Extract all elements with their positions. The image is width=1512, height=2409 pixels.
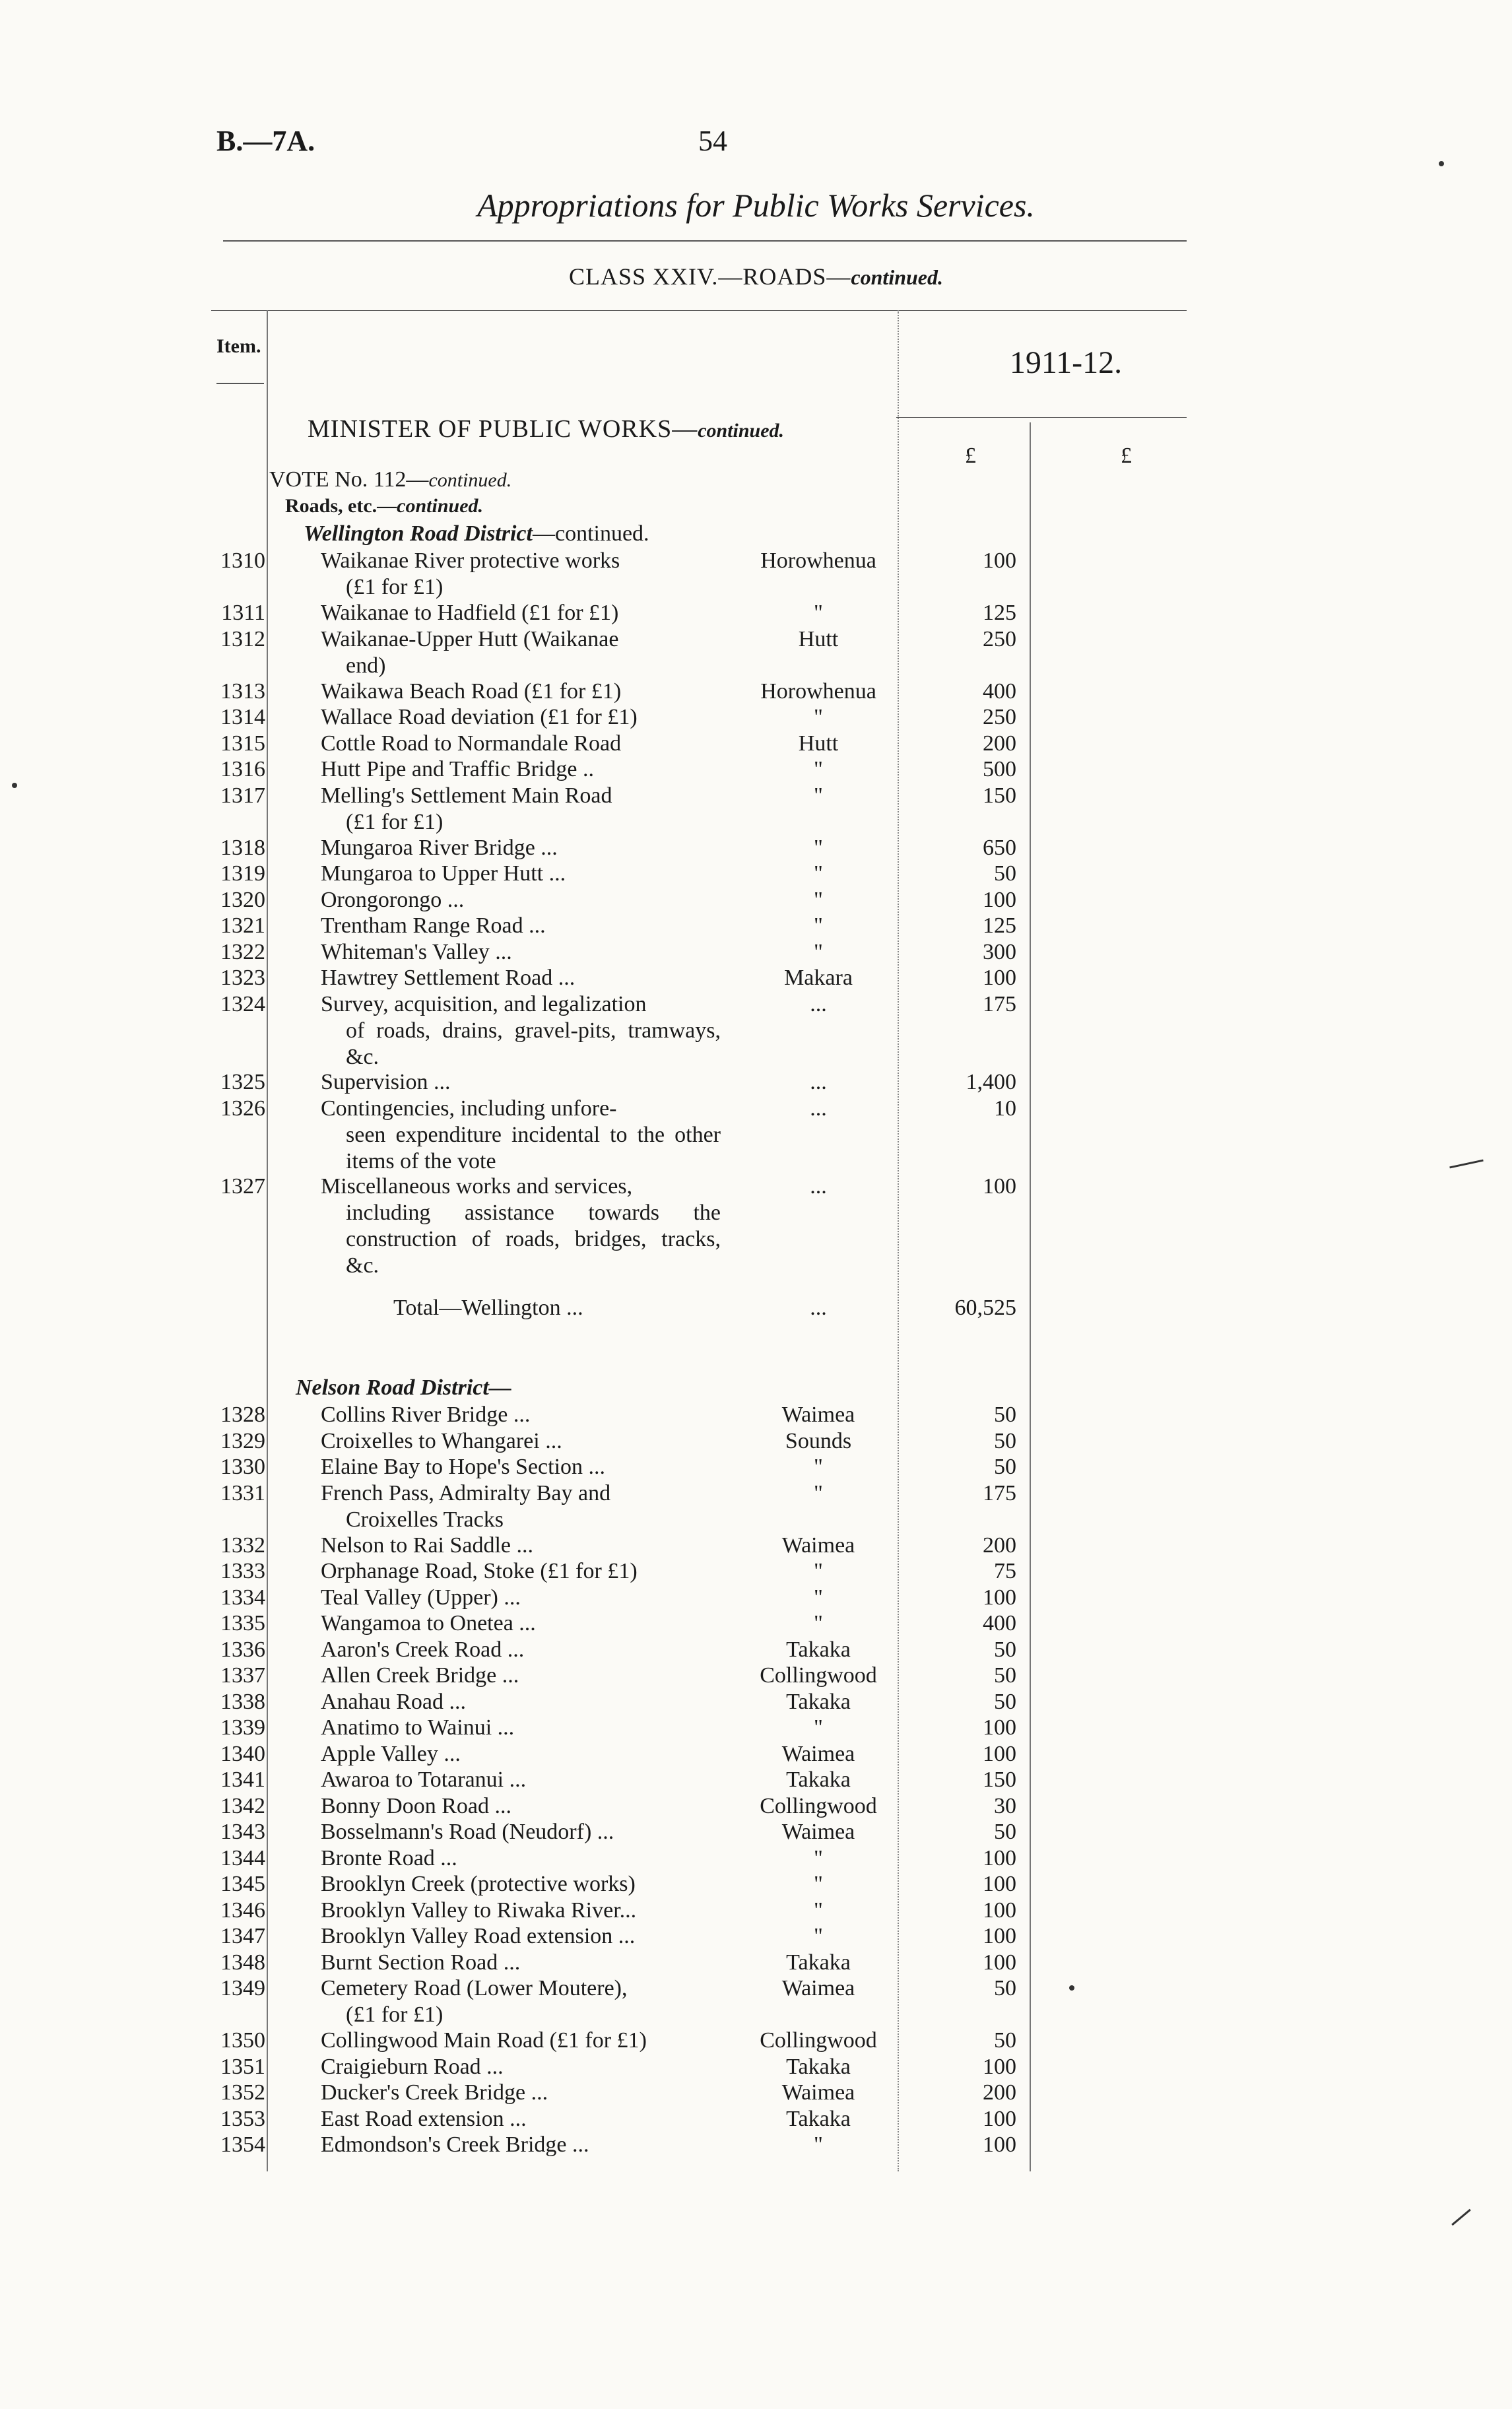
item-description (321, 991, 721, 1071)
item-description-continuation: Croixelles Tracks (346, 1507, 504, 1532)
item-amount: 400 (983, 1611, 1016, 1635)
item-description-line: Melling's Settlement Main Road (321, 783, 612, 808)
item-amount: 650 (983, 835, 1016, 860)
item-amount: 50 (994, 1820, 1016, 1844)
item-location: " (814, 1611, 823, 1635)
item-number: 1352 (220, 2080, 265, 2105)
item-number: 1310 (220, 548, 265, 573)
item-amount: 100 (983, 1950, 1016, 1975)
item-amount: 125 (983, 913, 1016, 938)
item-description-line: Mungaroa River Bridge ... (321, 835, 558, 860)
item-description (321, 731, 721, 757)
item-description-continuation: of roads, drains, gravel-pits, tramways, &c. (346, 1018, 721, 1069)
item-amount: 50 (994, 1637, 1016, 1662)
item-amount: 100 (983, 548, 1016, 573)
item-amount: 100 (983, 1741, 1016, 1766)
item-description-line: East Road extension ... (321, 2106, 527, 2131)
item-description (321, 1689, 721, 1715)
item-description-line: Orphanage Road, Stoke (£1 for £1) (321, 1559, 638, 1583)
vote-heading (269, 467, 511, 492)
item-description-continuation: (£1 for £1) (346, 575, 444, 599)
item-description (321, 1767, 721, 1793)
item-description (321, 861, 721, 887)
item-description (321, 965, 721, 991)
item-number: 1330 (220, 1455, 265, 1479)
item-description (321, 2132, 721, 2158)
item-description (321, 2054, 721, 2080)
nelson-district-name: Nelson Road District— (296, 1375, 511, 1400)
item-number: 1348 (220, 1950, 265, 1975)
item-number: 1349 (220, 1976, 265, 2000)
item-description-line: Aaron's Creek Road ... (321, 1637, 525, 1662)
item-location: " (814, 1455, 823, 1479)
item-location: Takaka (786, 1767, 851, 1792)
item-description-line: Waikawa Beach Road (£1 for £1) (321, 678, 622, 704)
item-description-line: Apple Valley ... (321, 1741, 461, 1766)
item-number: 1322 (220, 939, 265, 964)
item-number: 1332 (220, 1533, 265, 1558)
column-rule-location (898, 310, 899, 2171)
item-description (321, 1173, 721, 1279)
item-description-line: Anahau Road ... (321, 1689, 467, 1714)
item-description-continuation: including assistance towards the construction of roads, bridges, tracks, &c. (346, 1201, 721, 1278)
item-description (321, 1428, 721, 1455)
margin-mark (1451, 2209, 1471, 2226)
item-description-line: Allen Creek Bridge ... (321, 1663, 519, 1688)
item-location: Waimea (781, 2080, 855, 2105)
item-number: 1346 (220, 1898, 265, 1923)
item-description-continuation: (£1 for £1) (346, 2002, 444, 2027)
class-heading-main: CLASS XXIV.—ROADS— (569, 263, 851, 290)
item-amount: 125 (983, 601, 1016, 625)
item-amount: 50 (994, 1689, 1016, 1714)
item-amount: 250 (983, 705, 1016, 729)
item-number: 1354 (220, 2132, 265, 2157)
item-description (321, 783, 721, 836)
item-amount: 50 (994, 2028, 1016, 2053)
wellington-district-suffix: —continued. (532, 521, 649, 546)
wellington-total-amount: 60,525 (954, 1296, 1016, 1320)
minister-heading (308, 414, 784, 444)
item-description-line: Edmondson's Creek Bridge ... (321, 2132, 589, 2157)
item-description (321, 1069, 721, 1096)
item-description-line: Miscellaneous works and services, (321, 1174, 633, 1199)
item-amount: 150 (983, 783, 1016, 808)
item-number: 1317 (220, 783, 265, 808)
item-description (321, 913, 721, 939)
item-description (321, 704, 721, 731)
item-amount: 10 (994, 1096, 1016, 1121)
item-location: " (814, 1559, 823, 1583)
item-location: Waimea (781, 1976, 855, 2000)
item-location: Waimea (781, 1820, 855, 1844)
item-amount: 50 (994, 1663, 1016, 1688)
item-description (321, 1533, 721, 1559)
item-number: 1350 (220, 2028, 265, 2053)
item-description-line: Bonny Doon Road ... (321, 1793, 511, 1818)
item-location: Hutt (798, 626, 839, 651)
item-number: 1315 (220, 731, 265, 756)
item-description (321, 600, 721, 626)
item-column-header: Item. (216, 335, 261, 357)
column-rule-item (267, 310, 268, 2171)
item-location: Waimea (781, 1533, 855, 1558)
item-description-line: Waikanae-Upper Hutt (Waikanae (321, 626, 619, 651)
item-description-line: Brooklyn Creek (protective works) (321, 1872, 636, 1896)
item-header-underline (216, 383, 264, 384)
item-description-line: Cottle Road to Normandale Road (321, 731, 622, 756)
item-amount: 100 (983, 1924, 1016, 1948)
item-number: 1311 (221, 601, 265, 625)
item-description-continuation: end) (346, 653, 386, 678)
item-number: 1345 (220, 1872, 265, 1896)
item-amount: 50 (994, 1455, 1016, 1479)
item-description-line: Nelson to Rai Saddle ... (321, 1533, 534, 1558)
item-description (321, 1480, 721, 1533)
item-location: Takaka (786, 1950, 851, 1975)
item-number: 1353 (220, 2106, 265, 2131)
item-number: 1314 (220, 705, 265, 729)
item-location: ... (810, 1174, 827, 1199)
item-number: 1341 (220, 1767, 265, 1792)
item-number: 1337 (220, 1663, 265, 1688)
item-location: Horowhenua (760, 678, 876, 704)
item-description (321, 887, 721, 913)
item-amount: 50 (994, 861, 1016, 886)
item-amount: 175 (983, 991, 1016, 1016)
item-location: Collingwood (760, 1793, 877, 1818)
item-description-line: Craigieburn Road ... (321, 2054, 504, 2079)
item-description-line: Whiteman's Valley ... (321, 939, 512, 964)
table-top-rule (211, 310, 1187, 311)
roads-subheading-main: Roads, etc.— (285, 495, 397, 517)
item-description (321, 1663, 721, 1689)
item-amount: 50 (994, 1428, 1016, 1453)
item-number: 1325 (220, 1070, 265, 1094)
margin-speck (12, 783, 17, 788)
item-description-line: Hutt Pipe and Traffic Bridge .. (321, 757, 594, 781)
item-location: " (814, 2132, 823, 2157)
item-description-line: Elaine Bay to Hope's Section ... (321, 1455, 606, 1479)
item-location: " (814, 1924, 823, 1948)
item-amount: 100 (983, 966, 1016, 990)
vote-heading-main: VOTE No. 112— (269, 467, 429, 492)
item-amount: 200 (983, 731, 1016, 756)
minister-heading-main: MINISTER OF PUBLIC WORKS— (308, 415, 698, 443)
item-amount: 200 (983, 1533, 1016, 1558)
item-number: 1323 (220, 966, 265, 990)
item-amount: 100 (983, 2132, 1016, 2157)
item-location: " (814, 1898, 823, 1923)
item-number: 1313 (220, 678, 265, 704)
item-amount: 100 (983, 2054, 1016, 2079)
page-title: Appropriations for Public Works Services. (477, 187, 1035, 224)
item-description-line: Bosselmann's Road (Neudorf) ... (321, 1820, 614, 1844)
item-description (321, 1819, 721, 1845)
item-description (321, 1793, 721, 1820)
item-description (321, 1950, 721, 1976)
item-location: Takaka (786, 2054, 851, 2079)
item-location: Hutt (798, 731, 839, 756)
item-number: 1333 (220, 1559, 265, 1583)
item-location: " (814, 1715, 823, 1740)
item-description-line: Anatimo to Wainui ... (321, 1715, 515, 1740)
item-description-line: Bronte Road ... (321, 1845, 457, 1870)
item-description (321, 939, 721, 966)
item-amount: 100 (983, 1715, 1016, 1740)
item-amount: 50 (994, 1402, 1016, 1427)
item-number: 1316 (220, 757, 265, 781)
item-number: 1338 (220, 1689, 265, 1714)
item-description (321, 1898, 721, 1924)
item-description (321, 1741, 721, 1767)
item-number: 1326 (220, 1096, 265, 1121)
item-description (321, 2028, 721, 2054)
item-location: " (814, 1872, 823, 1896)
item-description-line: Waikanae River protective works (321, 548, 620, 573)
class-heading (0, 263, 1512, 290)
item-description (321, 1402, 721, 1428)
roads-subheading (285, 495, 483, 517)
pound-sign-right: £ (1121, 444, 1132, 468)
item-number: 1331 (220, 1480, 265, 1505)
item-amount: 100 (983, 887, 1016, 912)
item-description (321, 835, 721, 861)
item-number: 1319 (220, 861, 265, 886)
column-rule-amount (1030, 422, 1031, 2171)
item-description (321, 2080, 721, 2106)
item-amount: 1,400 (966, 1070, 1016, 1094)
item-number: 1336 (220, 1637, 265, 1662)
item-description-line: Orongorongo ... (321, 887, 465, 912)
item-location: " (814, 1480, 823, 1505)
item-description (321, 756, 721, 783)
item-description (321, 1715, 721, 1741)
item-description-line: Ducker's Creek Bridge ... (321, 2080, 548, 2105)
item-description-line: Teal Valley (Upper) ... (321, 1585, 521, 1610)
item-number: 1327 (220, 1174, 265, 1199)
wellington-district-heading (304, 521, 649, 546)
item-location: " (814, 939, 823, 964)
item-description (321, 1923, 721, 1950)
item-location: Takaka (786, 1689, 851, 1714)
item-amount: 100 (983, 1898, 1016, 1923)
item-description-line: Contingencies, including unfore- (321, 1096, 617, 1121)
item-description-line: Mungaroa to Upper Hutt ... (321, 861, 566, 886)
item-description-continuation: seen expenditure incidental to the other items of the vote (346, 1122, 721, 1173)
item-amount: 200 (983, 2080, 1016, 2105)
item-description-line: Brooklyn Valley to Riwaka River... (321, 1898, 637, 1923)
item-number: 1320 (220, 887, 265, 912)
item-location: " (814, 913, 823, 938)
item-number: 1334 (220, 1585, 265, 1610)
item-location: " (814, 783, 823, 808)
item-number: 1347 (220, 1924, 265, 1948)
item-location: Waimea (781, 1741, 855, 1766)
minister-heading-cont: continued. (698, 420, 785, 442)
item-description (321, 1845, 721, 1872)
item-location: " (814, 601, 823, 625)
item-description (321, 2106, 721, 2132)
margin-speck (1069, 1985, 1074, 1991)
item-description-line: Hawtrey Settlement Road ... (321, 966, 575, 990)
item-location: ... (810, 991, 827, 1016)
item-number: 1344 (220, 1845, 265, 1870)
item-number: 1328 (220, 1402, 265, 1427)
item-number: 1342 (220, 1793, 265, 1818)
item-number: 1329 (220, 1428, 265, 1453)
item-amount: 300 (983, 939, 1016, 964)
item-description (321, 1637, 721, 1663)
item-description-line: Collingwood Main Road (£1 for £1) (321, 2028, 647, 2053)
wellington-district-name: Wellington Road District (304, 521, 533, 546)
margin-speck (1439, 161, 1444, 166)
item-location: Takaka (786, 1637, 851, 1662)
item-amount: 100 (983, 1174, 1016, 1199)
item-number: 1351 (220, 2054, 265, 2079)
class-heading-cont: continued. (851, 265, 943, 289)
item-description (321, 1558, 721, 1585)
item-location: Collingwood (760, 2028, 877, 2053)
page-number: 54 (698, 125, 727, 157)
item-number: 1324 (220, 991, 265, 1016)
item-number: 1318 (220, 835, 265, 860)
item-location: Sounds (785, 1428, 852, 1453)
item-number: 1321 (220, 913, 265, 938)
title-rule (223, 240, 1187, 242)
item-description-line: Brooklyn Valley Road extension ... (321, 1924, 636, 1948)
item-location: " (814, 1845, 823, 1870)
item-amount: 30 (994, 1793, 1016, 1818)
item-description (321, 1585, 721, 1611)
item-number: 1312 (220, 626, 265, 651)
item-description (321, 1454, 721, 1480)
item-location: Waimea (781, 1402, 855, 1427)
item-location: " (814, 887, 823, 912)
roads-subheading-cont: continued. (397, 495, 484, 517)
item-amount: 250 (983, 626, 1016, 651)
item-amount: 100 (983, 1872, 1016, 1896)
item-description-line: Wangamoa to Onetea ... (321, 1611, 536, 1635)
item-amount: 100 (983, 2106, 1016, 2131)
item-amount: 100 (983, 1585, 1016, 1610)
item-amount: 50 (994, 1976, 1016, 2000)
item-amount: 150 (983, 1767, 1016, 1792)
document-code: B.—7A. (216, 125, 315, 157)
item-description-line: Burnt Section Road ... (321, 1950, 521, 1975)
item-amount: 400 (983, 678, 1016, 704)
item-number: 1340 (220, 1741, 265, 1766)
item-description (321, 1975, 721, 2028)
item-amount: 75 (994, 1559, 1016, 1583)
item-number: 1343 (220, 1820, 265, 1844)
item-description-line: Wallace Road deviation (£1 for £1) (321, 705, 638, 729)
item-description (321, 1610, 721, 1637)
item-amount: 175 (983, 1480, 1016, 1505)
item-location: Collingwood (760, 1663, 877, 1688)
item-description (321, 678, 721, 705)
item-number: 1339 (220, 1715, 265, 1740)
item-description-line: Waikanae to Hadfield (£1 for £1) (321, 601, 619, 625)
item-description-line: Croixelles to Whangarei ... (321, 1428, 562, 1453)
wellington-total-label: Total—Wellington ... (393, 1296, 583, 1320)
item-location: ... (810, 1096, 827, 1121)
nelson-district-heading (296, 1375, 511, 1401)
item-description (321, 1871, 721, 1898)
item-location: Horowhenua (760, 548, 876, 573)
pound-sign-left: £ (965, 444, 976, 468)
item-amount: 100 (983, 1845, 1016, 1870)
item-description (321, 548, 721, 601)
year-header: 1911-12. (1009, 345, 1123, 380)
item-location: " (814, 835, 823, 860)
vote-heading-cont: continued. (428, 469, 512, 491)
item-description-continuation: (£1 for £1) (346, 809, 444, 834)
item-description-line: Collins River Bridge ... (321, 1402, 531, 1427)
item-description-line: Cemetery Road (Lower Moutere), (321, 1976, 628, 2000)
item-description-line: Survey, acquisition, and legalization (321, 991, 647, 1016)
item-location: Makara (784, 966, 853, 990)
wellington-total-location: ... (810, 1296, 827, 1320)
item-description (321, 1096, 721, 1175)
item-location: " (814, 1585, 823, 1610)
year-rule (896, 417, 1187, 418)
item-description-line: Trentham Range Road ... (321, 913, 546, 938)
item-location: Takaka (786, 2106, 851, 2131)
item-description (321, 626, 721, 679)
item-amount: 500 (983, 757, 1016, 781)
margin-mark (1449, 1160, 1483, 1169)
item-description-line: French Pass, Admiralty Bay and (321, 1480, 611, 1505)
item-location: " (814, 861, 823, 886)
item-location: " (814, 705, 823, 729)
item-description-line: Supervision ... (321, 1070, 451, 1094)
item-description-line: Awaroa to Totaranui ... (321, 1767, 527, 1792)
item-location: ... (810, 1070, 827, 1094)
item-location: " (814, 757, 823, 781)
item-number: 1335 (220, 1611, 265, 1635)
